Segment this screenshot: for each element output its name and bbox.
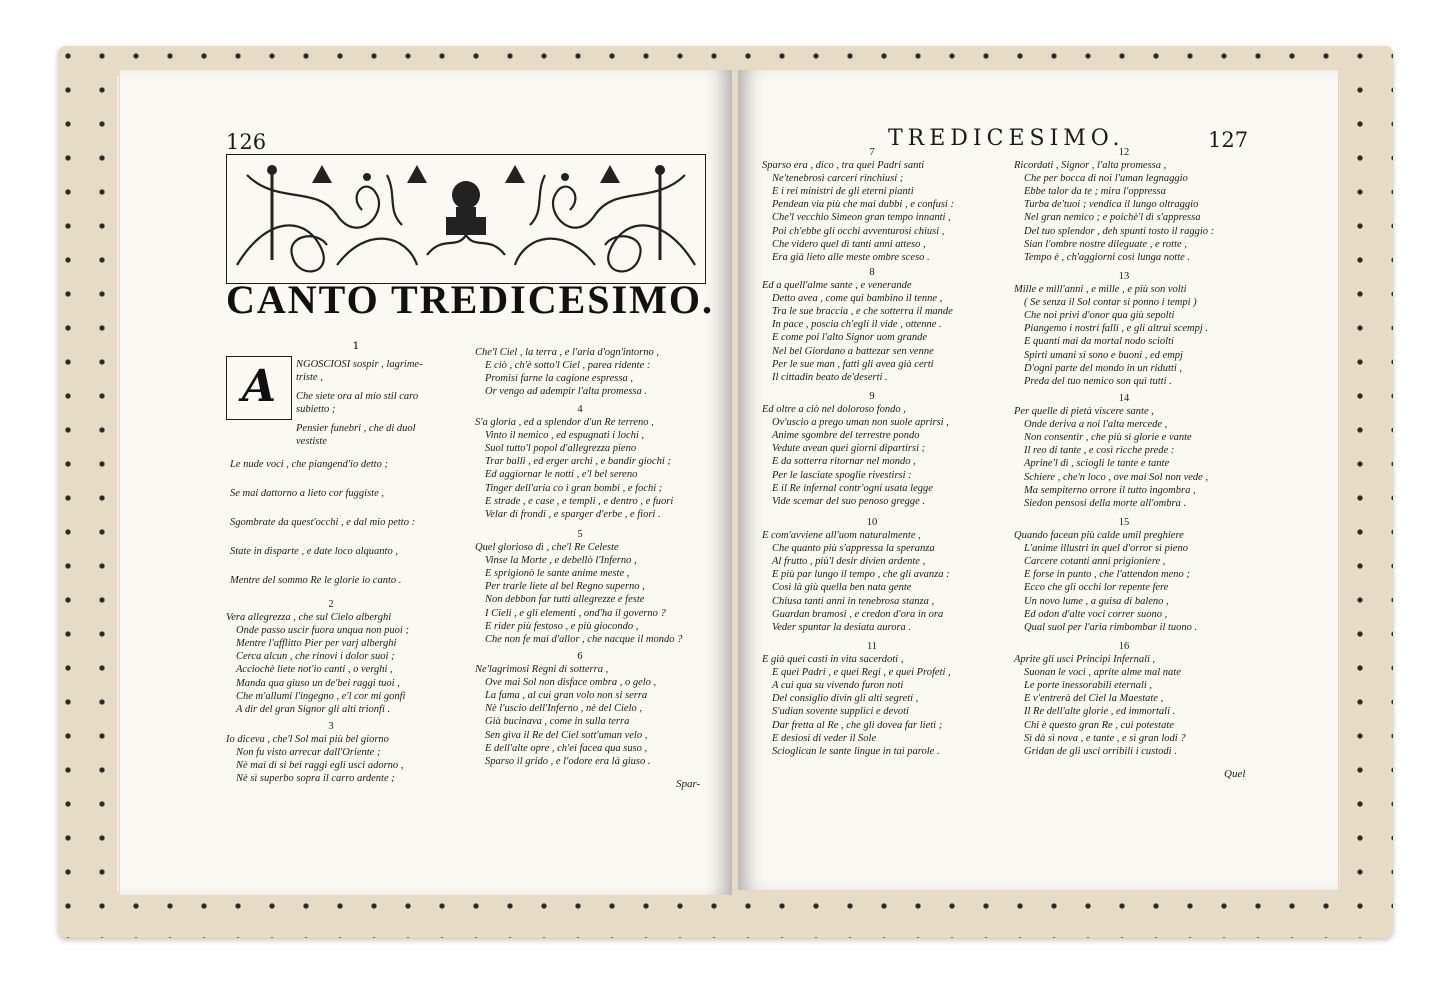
verse-line: Poi ch'ebbe gli occhi avventurosi chiusi , <box>772 225 945 237</box>
verse-line: La fama , al cui gran volo non si serra <box>485 690 648 702</box>
verse-line: E sprigionò le sante anime meste , <box>485 568 630 580</box>
verse-line: Piangemo i nostri falli , e gli altrui scempj . <box>1024 323 1209 335</box>
verse-line: Acciochè liete not'io canti , o verghi , <box>236 664 393 676</box>
verse-line: E i rei ministri de gli eterni pianti <box>772 186 914 198</box>
verse-line: Spirti umani si sono e buoni , ed empj <box>1024 349 1183 361</box>
verse-line: E più par lungo il tempo , che gli avanza : <box>772 569 950 581</box>
verse-line: Chi è questo gran Re , cui potestate <box>1024 719 1174 731</box>
verse-line: ( Se senza il Sol contar si ponno i tempi ) <box>1024 297 1197 309</box>
stanza-2 <box>226 598 476 716</box>
verse-line: Per le lasciate spoglie rivestirsi : <box>772 469 912 481</box>
drop-cap <box>226 356 292 420</box>
verse-line: Io diceva , che'l Sol mai più bel giorno <box>226 734 389 746</box>
stanza-number: 8 <box>869 267 875 278</box>
left-page <box>120 70 732 895</box>
verse-line: D'ogni parte del mondo in un ridutti , <box>1024 362 1182 374</box>
canto-title: CANTO TREDICESIMO. <box>226 277 714 322</box>
verse-line: E già quei casti in vita sacerdoti , <box>762 654 904 666</box>
verse-line: Già bucinava , come in sulla terra <box>485 716 630 728</box>
stanza-10 <box>762 516 1022 634</box>
verse-line: Il reo di tante , e così ricche prede : <box>1024 445 1175 457</box>
verse-line: E v'entrerà del Ciel la Maestate , <box>1024 693 1164 705</box>
verse-line: Velar di frondi , e sparger d'erbe , e fiori . <box>485 508 661 520</box>
verse-line: Ebbe talor da te ; mira l'oppressa <box>1024 186 1166 198</box>
verse-line: Sì dà sì nova , e tante , e sì gran lodi ? <box>1024 732 1186 744</box>
verse-line: Nel bel Giordano a battezar sen venne <box>772 345 934 357</box>
verse-line: Sparso era , dico , tra quei Padri santi <box>762 160 925 172</box>
verse-line: Quel glorioso dì , che'l Re Celeste <box>475 542 619 554</box>
verse-line: Turba de'tuoi ; vendica il lungo oltraggio <box>1024 199 1199 211</box>
verse-line: Schiere , che'n loco , ove mai Sol non vede , <box>1024 471 1209 483</box>
stanza-number: 14 <box>1118 393 1130 404</box>
verse-line: L'anime illustri in quel d'orror sì pieno <box>1024 543 1188 555</box>
verse-line: Per trarle liete al bel Regno superno , <box>485 581 645 593</box>
stanza-11 <box>762 640 1022 758</box>
verse-line: Mentre del sommo Re le glorie io canto . <box>230 575 402 586</box>
stanza-number: 5 <box>577 529 583 540</box>
verse-line: E strade , e case , e templi , e dentro , e fuori <box>485 495 674 507</box>
verse-line: Onde passo uscir fuora unqua non puoi ; <box>236 625 409 637</box>
verse-line: triste , <box>296 372 323 384</box>
verse-line: Aprite gli usci Principi Infernali , <box>1014 654 1156 666</box>
verse-line: Ove mai Sol non disface ombra , o gelo , <box>485 677 657 689</box>
stanza-number: 11 <box>866 641 878 652</box>
verse-line: Vinse la Morte , e debellò l'Inferno , <box>485 555 637 567</box>
stanza-16 <box>1014 640 1274 758</box>
stanza-8 <box>762 266 1022 384</box>
stanza-number: 9 <box>869 391 875 402</box>
verse-line: Se mai dattorno a lieto cor fuggiste , <box>230 488 384 499</box>
stanza-1-end <box>475 346 725 398</box>
verse-line: Il Re dell'alte glorie , ed immortali . <box>1024 706 1176 718</box>
stanza-4 <box>475 403 725 521</box>
stanza-number: 10 <box>866 517 878 528</box>
verse-line: Mentre l'afflitto Pier per varj alberghi <box>236 638 397 650</box>
verse-line: Onde deriva a noi l'alta mercede , <box>1024 419 1168 431</box>
verse-line: Vinto il nemico , ed espugnati i lochi , <box>485 430 645 442</box>
stanza-6 <box>475 650 725 768</box>
drop-cap-letter: A <box>241 361 277 412</box>
catchword: Quel <box>1224 768 1246 780</box>
verse-line: A dir del gran Signor gli alti trionfi . <box>236 703 391 715</box>
verse-line: Sgombrate da quest'occhi , e dal mio petto : <box>230 517 416 528</box>
verse-line: E desiosi di veder il Sole <box>772 732 877 744</box>
verse-line: Sen gìva il Re del Ciel sott'uman velo , <box>485 729 648 741</box>
verse-line: Ov'uscio a prego uman non suole aprirsi , <box>772 417 949 429</box>
verse-line: Per le sue man , fatti gli avea già certi <box>772 358 934 370</box>
verse-line: Qual suol per l'aria rimbombar il tuono . <box>1024 621 1198 633</box>
verse-line: S'a gloria , ed a splendor d'un Re terreno , <box>475 417 654 429</box>
verse-line: Suonan le voci , aprite alme mal nate <box>1024 667 1181 679</box>
verse-line: E rider più festoso , e più giocondo , <box>485 620 639 632</box>
verse-line: Ed a quell'alme sante , e venerande <box>762 280 912 292</box>
verse-line: Che quanto più s'appressa la speranza <box>772 543 935 555</box>
verse-line: Preda del tuo nemico son quì tutti . <box>1024 375 1172 387</box>
verse-line: E il Re infernal contr'ogni usata legge <box>772 482 933 494</box>
verse-line: Che per bocca di noi l'uman legnaggio <box>1024 173 1188 185</box>
stanza-12 <box>1014 146 1274 264</box>
verse-line: vestiste <box>296 436 327 448</box>
verse-line: Vera allegrezza , che sul Cielo alberghi <box>226 612 392 624</box>
stanza-number: 7 <box>869 147 875 158</box>
verse-line: Manda qua giuso un de'bei raggi tuoi , <box>236 677 400 689</box>
verse-line: Tra le sue braccia , e che sotterra il mande <box>772 306 953 318</box>
verse-line: Trar balli , ed erger archi , e bandir giochi ; <box>485 456 671 468</box>
scrollwork-ornament-icon <box>227 155 705 283</box>
verse-line: Tempo è , ch'aggiorni così lunga notte . <box>1024 251 1191 263</box>
verse-line: Or vengo ad adempir l'alta promessa . <box>485 386 647 398</box>
verse-line: Vedute avean quei giorni dipartirsi ; <box>772 443 926 455</box>
stanza-5 <box>475 528 725 646</box>
stanza-14 <box>1014 392 1274 510</box>
verse-line: Non consentir , che più sì glorie e vante <box>1024 432 1192 444</box>
verse-line: State in disparte , e date loco alquanto , <box>230 546 398 557</box>
verse-line: Le nude voci , che piangend'io detto ; <box>230 459 388 470</box>
verse-line: Dar fretta al Re , che gli dovea far lieti ; <box>772 719 943 731</box>
verse-line: Non debbon far tutti allegrezze e feste <box>485 594 645 606</box>
stanza-7 <box>762 146 1022 264</box>
verse-line: Quando facean più calde umil preghiere <box>1014 530 1184 542</box>
stanza-1-start <box>296 358 423 449</box>
stanza-1-rest <box>230 450 415 595</box>
verse-line: Al frutto , più'l desir divien ardente , <box>772 556 926 568</box>
verse-line: Ed oltre a ciò nel doloroso fondo , <box>762 404 906 416</box>
verse-line: Guardan bramosi , e credon d'ora in ora <box>772 608 944 620</box>
stanza-number: 12 <box>1118 147 1130 158</box>
verse-line: Il cittadin beato de'deserti . <box>772 371 888 383</box>
verse-line: Gridan de gli usci orribili i custodi . <box>1024 745 1177 757</box>
stanza-15 <box>1014 516 1274 634</box>
verse-line: Carcere cotanti anni prigioniere , <box>1024 556 1166 568</box>
verse-line: Le porte inessorabili eternali , <box>1024 680 1153 692</box>
verse-line: Che videro quel dì tanti anni atteso , <box>772 238 926 250</box>
verse-line: Che noi privi d'onor qua giù sepolti <box>1024 310 1175 322</box>
verse-line: Suol tutto'l popol d'allegrezza pieno <box>485 443 637 455</box>
verse-line: E come poi l'alto Signor uom grande <box>772 332 928 344</box>
verse-line: Chiusa tanti anni in tenebrosa stanza , <box>772 595 935 607</box>
stanza-number: 13 <box>1118 271 1130 282</box>
verse-line: Che m'allumi l'ingegno , e'l cor mi gonfi <box>236 690 406 702</box>
verse-line: Pensier funebri , che di duol <box>296 423 416 435</box>
verse-line: Ma sempiterno orrore il tutto ingombra , <box>1024 484 1196 496</box>
verse-line: Aprine'l dì , sciogli le tante e tante <box>1024 458 1170 470</box>
ornamental-headpiece <box>226 154 706 284</box>
verse-line: subietto ; <box>296 404 336 416</box>
verse-line: E ciò , ch'è sotto'l Ciel , parea ridente : <box>485 360 651 372</box>
verse-line: Del tuo splendor , deh spunti tosto il raggio : <box>1024 225 1215 237</box>
verse-line: Cerca alcun , che rinovi i dolor suoi ; <box>236 651 395 663</box>
verse-line: In pace , poscia ch'egli il vide , ottenne . <box>772 319 942 331</box>
verse-line: Nè mai di si bei raggi egli usci adorno , <box>236 760 404 772</box>
stanza-number: 15 <box>1118 517 1130 528</box>
verse-line: I Cieli , e gli elementi , ond'ha il governo ? <box>485 607 666 619</box>
verse-line: Del consiglio divin gli alti segreti , <box>772 693 919 705</box>
page-number: 126 <box>226 130 267 154</box>
verse-line: E quei Padri , e quei Regi , e quei Profeti , <box>772 667 951 679</box>
verse-line: Vide scemar del suo penoso gregge . <box>772 495 926 507</box>
verse-line: Che'l vecchio Simeon gran tempo innanti , <box>772 212 951 224</box>
verse-line: Così là giù quella ben nata gente <box>772 582 912 594</box>
verse-line: Promisi farne la cagione espressa , <box>485 373 633 385</box>
verse-line: Ed odon d'alte voci correr suono , <box>1024 608 1168 620</box>
verse-line: Per quelle di pietà viscere sante , <box>1014 406 1154 418</box>
verse-line: Scioglican le sante lingue in tai parole . <box>772 745 940 757</box>
verse-line: Che non fe mai d'allor , che nacque il mondo ? <box>485 633 683 645</box>
verse-line: S'udian sovente supplici e devoti <box>772 706 909 718</box>
verse-line: E com'avviene all'uom naturalmente , <box>762 530 921 542</box>
stanza-number: 1 <box>352 340 360 352</box>
stanza-13 <box>1014 270 1274 388</box>
stanza-number: 4 <box>577 404 583 415</box>
verse-line: Ed aggiornar le notti , e'l bel sereno <box>485 469 638 481</box>
verse-line: Sian l'ombre nostre dileguate , e rotte , <box>1024 238 1187 250</box>
verse-line: E quanti mai da mortal nodo sciolti <box>1024 336 1174 348</box>
catchword: Spar- <box>676 778 701 790</box>
verse-line: Ecco che gli occhi lor repente fere <box>1024 582 1169 594</box>
stanza-number: 3 <box>328 721 334 732</box>
verse-line: NGOSCIOSI sospir , lagrime- <box>296 359 423 370</box>
verse-line: Un novo lume , a guisa di baleno , <box>1024 595 1169 607</box>
verse-line: E dell'alte opre , ch'ei facea qua suso , <box>485 742 648 754</box>
verse-line: Che'l Ciel , la terra , e l'aria d'ogn'intorno , <box>475 347 659 358</box>
verse-line: Ne'lagrimosi Regni di sotterra , <box>475 664 609 676</box>
stanza-3 <box>226 720 476 785</box>
verse-line: Nè l'uscio dell'Inferno , nè del Cielo , <box>485 703 643 715</box>
verse-line: Ricordati , Signor , l'alta promessa , <box>1014 160 1167 172</box>
verse-line: Pendean via più che mai dubbi , e confusi : <box>772 199 954 211</box>
verse-line: Sparso il grido , e l'odore era là giuso . <box>485 755 651 767</box>
running-head: TREDICESIMO. <box>888 126 1125 151</box>
page-number: 127 <box>1208 128 1249 152</box>
verse-line: Che siete ora al mio stil caro <box>296 391 419 403</box>
verse-line: Veder spuntar la desiata aurora . <box>772 621 912 633</box>
verse-line: Siedon pensosi della morte all'ombra . <box>1024 497 1187 509</box>
verse-line: E forse in punto , che l'attendon meno ; <box>1024 569 1190 581</box>
verse-line: Non fu visto arrecar dall'Oriente ; <box>236 747 381 759</box>
verse-line: Detto avea , come qui bambino il tenne , <box>772 293 943 305</box>
stanza-number: 2 <box>328 599 334 610</box>
right-page <box>738 70 1338 890</box>
verse-line: Era già lieto alle meste ombre sceso . <box>772 251 930 263</box>
verse-line: Tinger dell'aria co i gran bombi , e fochi ; <box>485 482 663 494</box>
verse-line: A cui qua su vivendo furon noti <box>772 680 904 692</box>
verse-line: E da sotterra ritornar nel mondo , <box>772 456 916 468</box>
verse-line: Nè sì superbo sopra il carro ardente ; <box>236 773 395 785</box>
stanza-number: 16 <box>1118 641 1130 652</box>
verse-line: Nel gran nemico ; e poichè'l dì s'appressa <box>1024 212 1201 224</box>
verse-line: Ne'tenebrosi carceri rinchiusi ; <box>772 173 904 185</box>
stanza-9 <box>762 390 1022 508</box>
verse-line: Mille e mill'anni , e mille , e più son volti <box>1014 284 1187 296</box>
verse-line: Anime sgombre del terrestre pondo <box>772 430 920 442</box>
stanza-number: 6 <box>577 651 583 662</box>
